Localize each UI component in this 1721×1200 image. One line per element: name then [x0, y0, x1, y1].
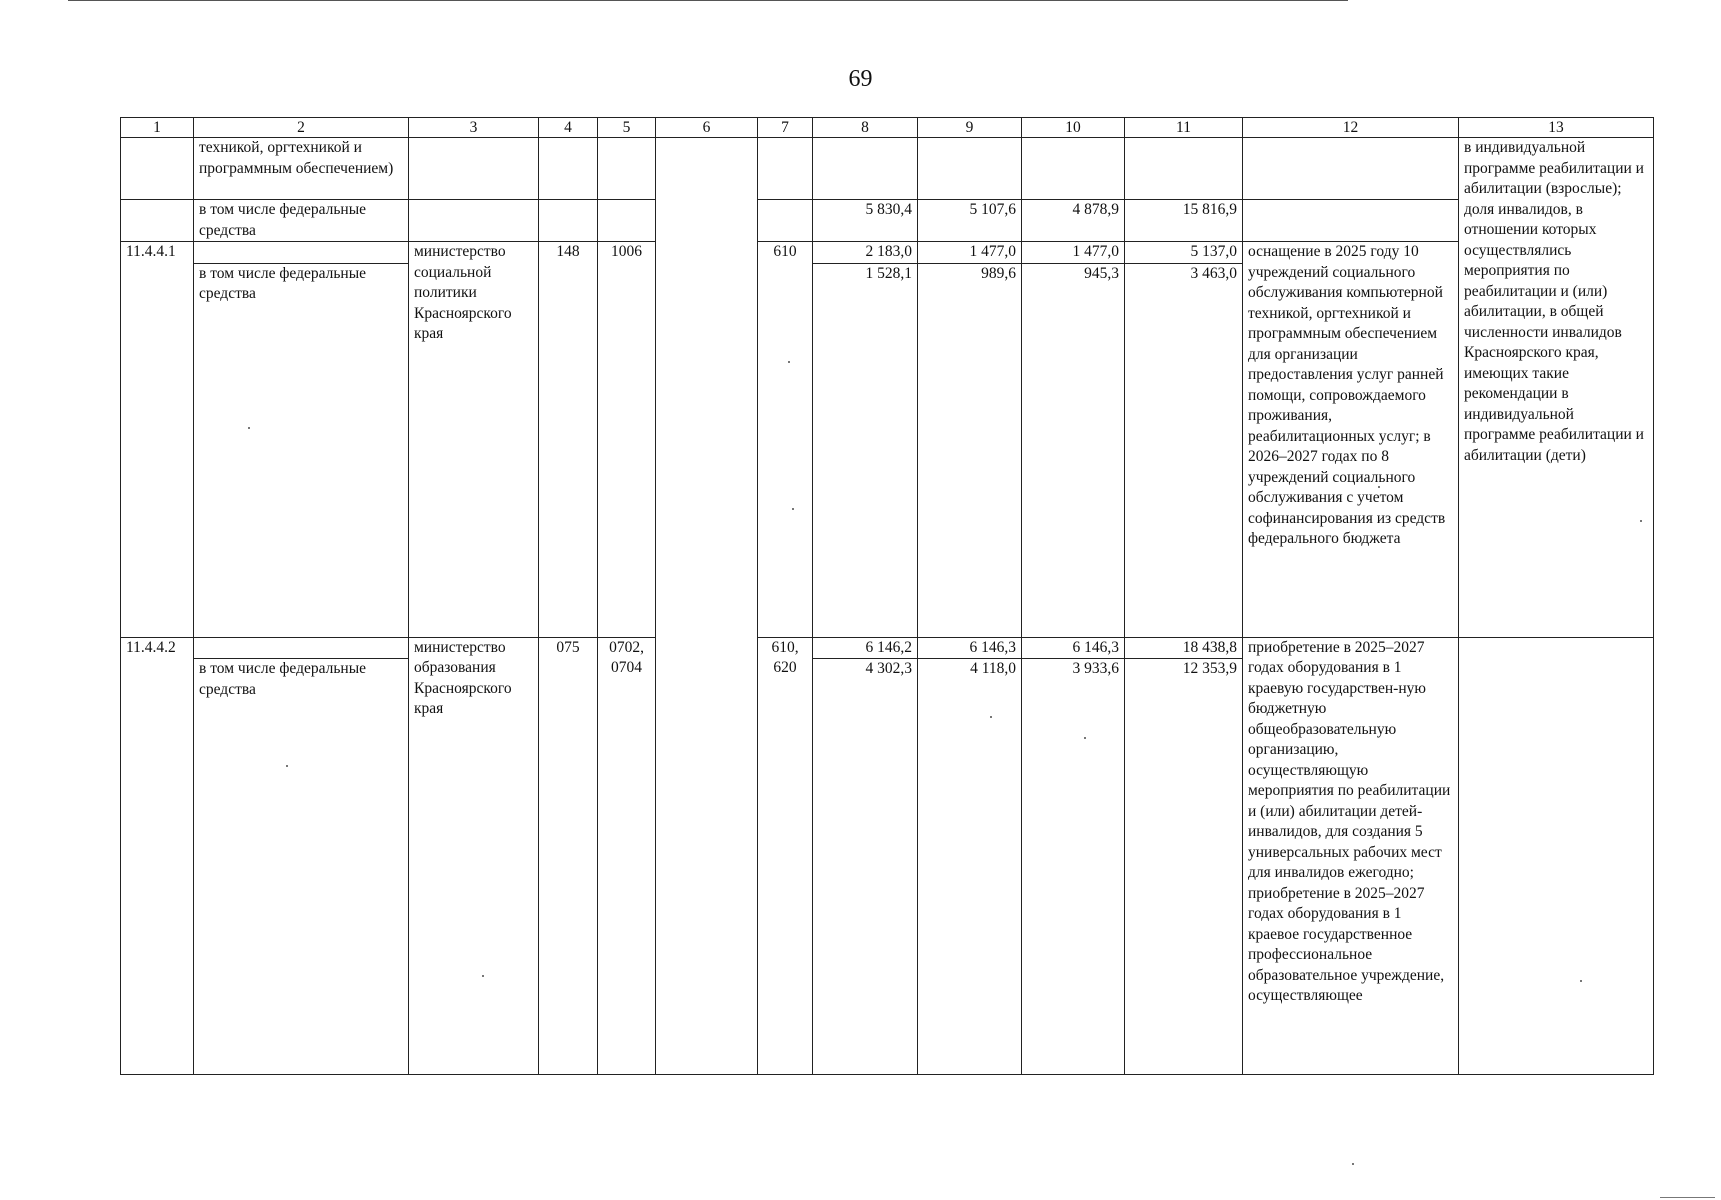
cell-fed-value: 4 118,0: [918, 659, 1022, 1075]
cell-result: [1243, 138, 1459, 200]
table-row: [121, 200, 1654, 242]
table-row: [121, 242, 1654, 264]
table-row: [121, 637, 1654, 659]
cell-fed-value: 1 528,1: [813, 263, 918, 637]
col-header: 6: [656, 118, 758, 138]
cell-vr: 610: [758, 242, 813, 638]
cell-fed-value: 12 353,9: [1125, 659, 1243, 1075]
scan-speck: [286, 765, 288, 767]
col-header: 7: [758, 118, 813, 138]
cell-grbs: [539, 200, 598, 242]
cell-result: оснащение в 2025 году 10 учреждений социального обслуживания компьютерной техникой, оргтехникой и программным обеспечением для организации предоставления услуг ранней помощи, сопровождаемого проживания, реабилитационных услуг; в 2026–2027 годах по 8 учреждений социального обслуживания с учетом софинансирования из средств федерального бюджета: [1243, 242, 1459, 638]
header-row: [121, 118, 1654, 138]
scan-speck: [1378, 486, 1380, 488]
cell-value: [918, 138, 1022, 200]
cell-result: [1243, 200, 1459, 242]
cell-num: 11.4.4.2: [121, 637, 194, 1075]
cell-value: [1125, 138, 1243, 200]
cell-value: 6 146,2: [813, 637, 918, 659]
cell-value: 5 137,0: [1125, 242, 1243, 264]
cell-result: приобретение в 2025–2027 годах оборудования в 1 краевую государствен-ную бюджетную общеобразовательную организацию, осуществляющую мероприятия по реабилитации и (или) абилитации детей-инвалидов, для создания 5 универсальных рабочих мест для инвалидов ежегодно; приобретение в 2025–2027 годах оборудования в 1 краевое государственное профессиональное образовательное учреждение, осуществляющее: [1243, 637, 1459, 1075]
cell-fed-value: 4 302,3: [813, 659, 918, 1075]
col-header: 12: [1243, 118, 1459, 138]
page-number: 69: [848, 66, 873, 92]
cell-executor: министерство социальной политики Красноярского края: [409, 242, 539, 638]
cell-vr: 610, 620: [758, 637, 813, 1075]
col-header: 13: [1459, 118, 1654, 138]
cell-grbs: [539, 138, 598, 200]
cell-grbs: 075: [539, 637, 598, 1075]
cell-fed-label: в том числе федеральные средства: [194, 200, 409, 242]
col-header: 10: [1022, 118, 1125, 138]
table-row: [121, 138, 1654, 200]
cell-fed-value: 989,6: [918, 263, 1022, 637]
cell-value: [813, 138, 918, 200]
cell-indicator: в индивидуальной программе реабилитации и абилитации (взрослые); доля инвалидов, в отношении которых осуществлялись мероприятия по реабилитации и (или) абилитации, в общей численности инвалидов Красноярского края, имеющих такие рекомендации в индивидуальной программе реабилитации и абилитации (дети): [1459, 138, 1654, 638]
scan-speck: [1352, 1163, 1354, 1165]
scan-speck: [248, 427, 250, 429]
cell-grbs: 148: [539, 242, 598, 638]
scan-speck: [1580, 980, 1582, 982]
cell-indicator: [1459, 637, 1654, 1075]
cell-num: 11.4.4.1: [121, 242, 194, 638]
cell-fed-value: 15 816,9: [1125, 200, 1243, 242]
cell-num: [121, 138, 194, 200]
col-header: 3: [409, 118, 539, 138]
col-header: 2: [194, 118, 409, 138]
cell-rzpr: [598, 200, 656, 242]
col-header: 4: [539, 118, 598, 138]
col-header: 8: [813, 118, 918, 138]
scan-speck: [1640, 520, 1642, 522]
cell-rzpr: [598, 138, 656, 200]
cell-name: [194, 242, 409, 264]
cell-fed-label: в том числе федеральные средства: [194, 659, 409, 1075]
cell-fed-value: 3 933,6: [1022, 659, 1125, 1075]
col-header: 1: [121, 118, 194, 138]
col-header: 11: [1125, 118, 1243, 138]
cell-executor: министерство образования Красноярского края: [409, 637, 539, 1075]
cell-fed-value: 5 830,4: [813, 200, 918, 242]
scan-speck: [792, 508, 794, 510]
cell-fed-label: в том числе федеральные средства: [194, 263, 409, 637]
col-header: 9: [918, 118, 1022, 138]
scan-speck: [788, 361, 790, 363]
scan-speck: [482, 975, 484, 977]
cell-executor: [409, 200, 539, 242]
cell-vr: [758, 200, 813, 242]
cell-value: 2 183,0: [813, 242, 918, 264]
scan-speck: [990, 716, 992, 718]
cell-rzpr: 0702, 0704: [598, 637, 656, 1075]
cell-rzpr: 1006: [598, 242, 656, 638]
top-rule: [68, 0, 1348, 1]
cell-value: 1 477,0: [918, 242, 1022, 264]
cell-value: 1 477,0: [1022, 242, 1125, 264]
cell-fed-value: 945,3: [1022, 263, 1125, 637]
cell-num: [121, 200, 194, 242]
cell-value: 6 146,3: [918, 637, 1022, 659]
cell-csr: [656, 138, 758, 1075]
cell-fed-value: 3 463,0: [1125, 263, 1243, 637]
cell-value: 6 146,3: [1022, 637, 1125, 659]
cell-executor: [409, 138, 539, 200]
col-header: 5: [598, 118, 656, 138]
cell-vr: [758, 138, 813, 200]
cell-name: техникой, оргтехникой и программным обеспечением): [194, 138, 409, 200]
scan-speck: [1084, 737, 1086, 739]
cell-fed-value: 5 107,6: [918, 200, 1022, 242]
budget-table: [120, 117, 1654, 1075]
cell-name: [194, 637, 409, 659]
cell-value: 18 438,8: [1125, 637, 1243, 659]
scan-mark: [1660, 1197, 1715, 1198]
cell-fed-value: 4 878,9: [1022, 200, 1125, 242]
cell-value: [1022, 138, 1125, 200]
